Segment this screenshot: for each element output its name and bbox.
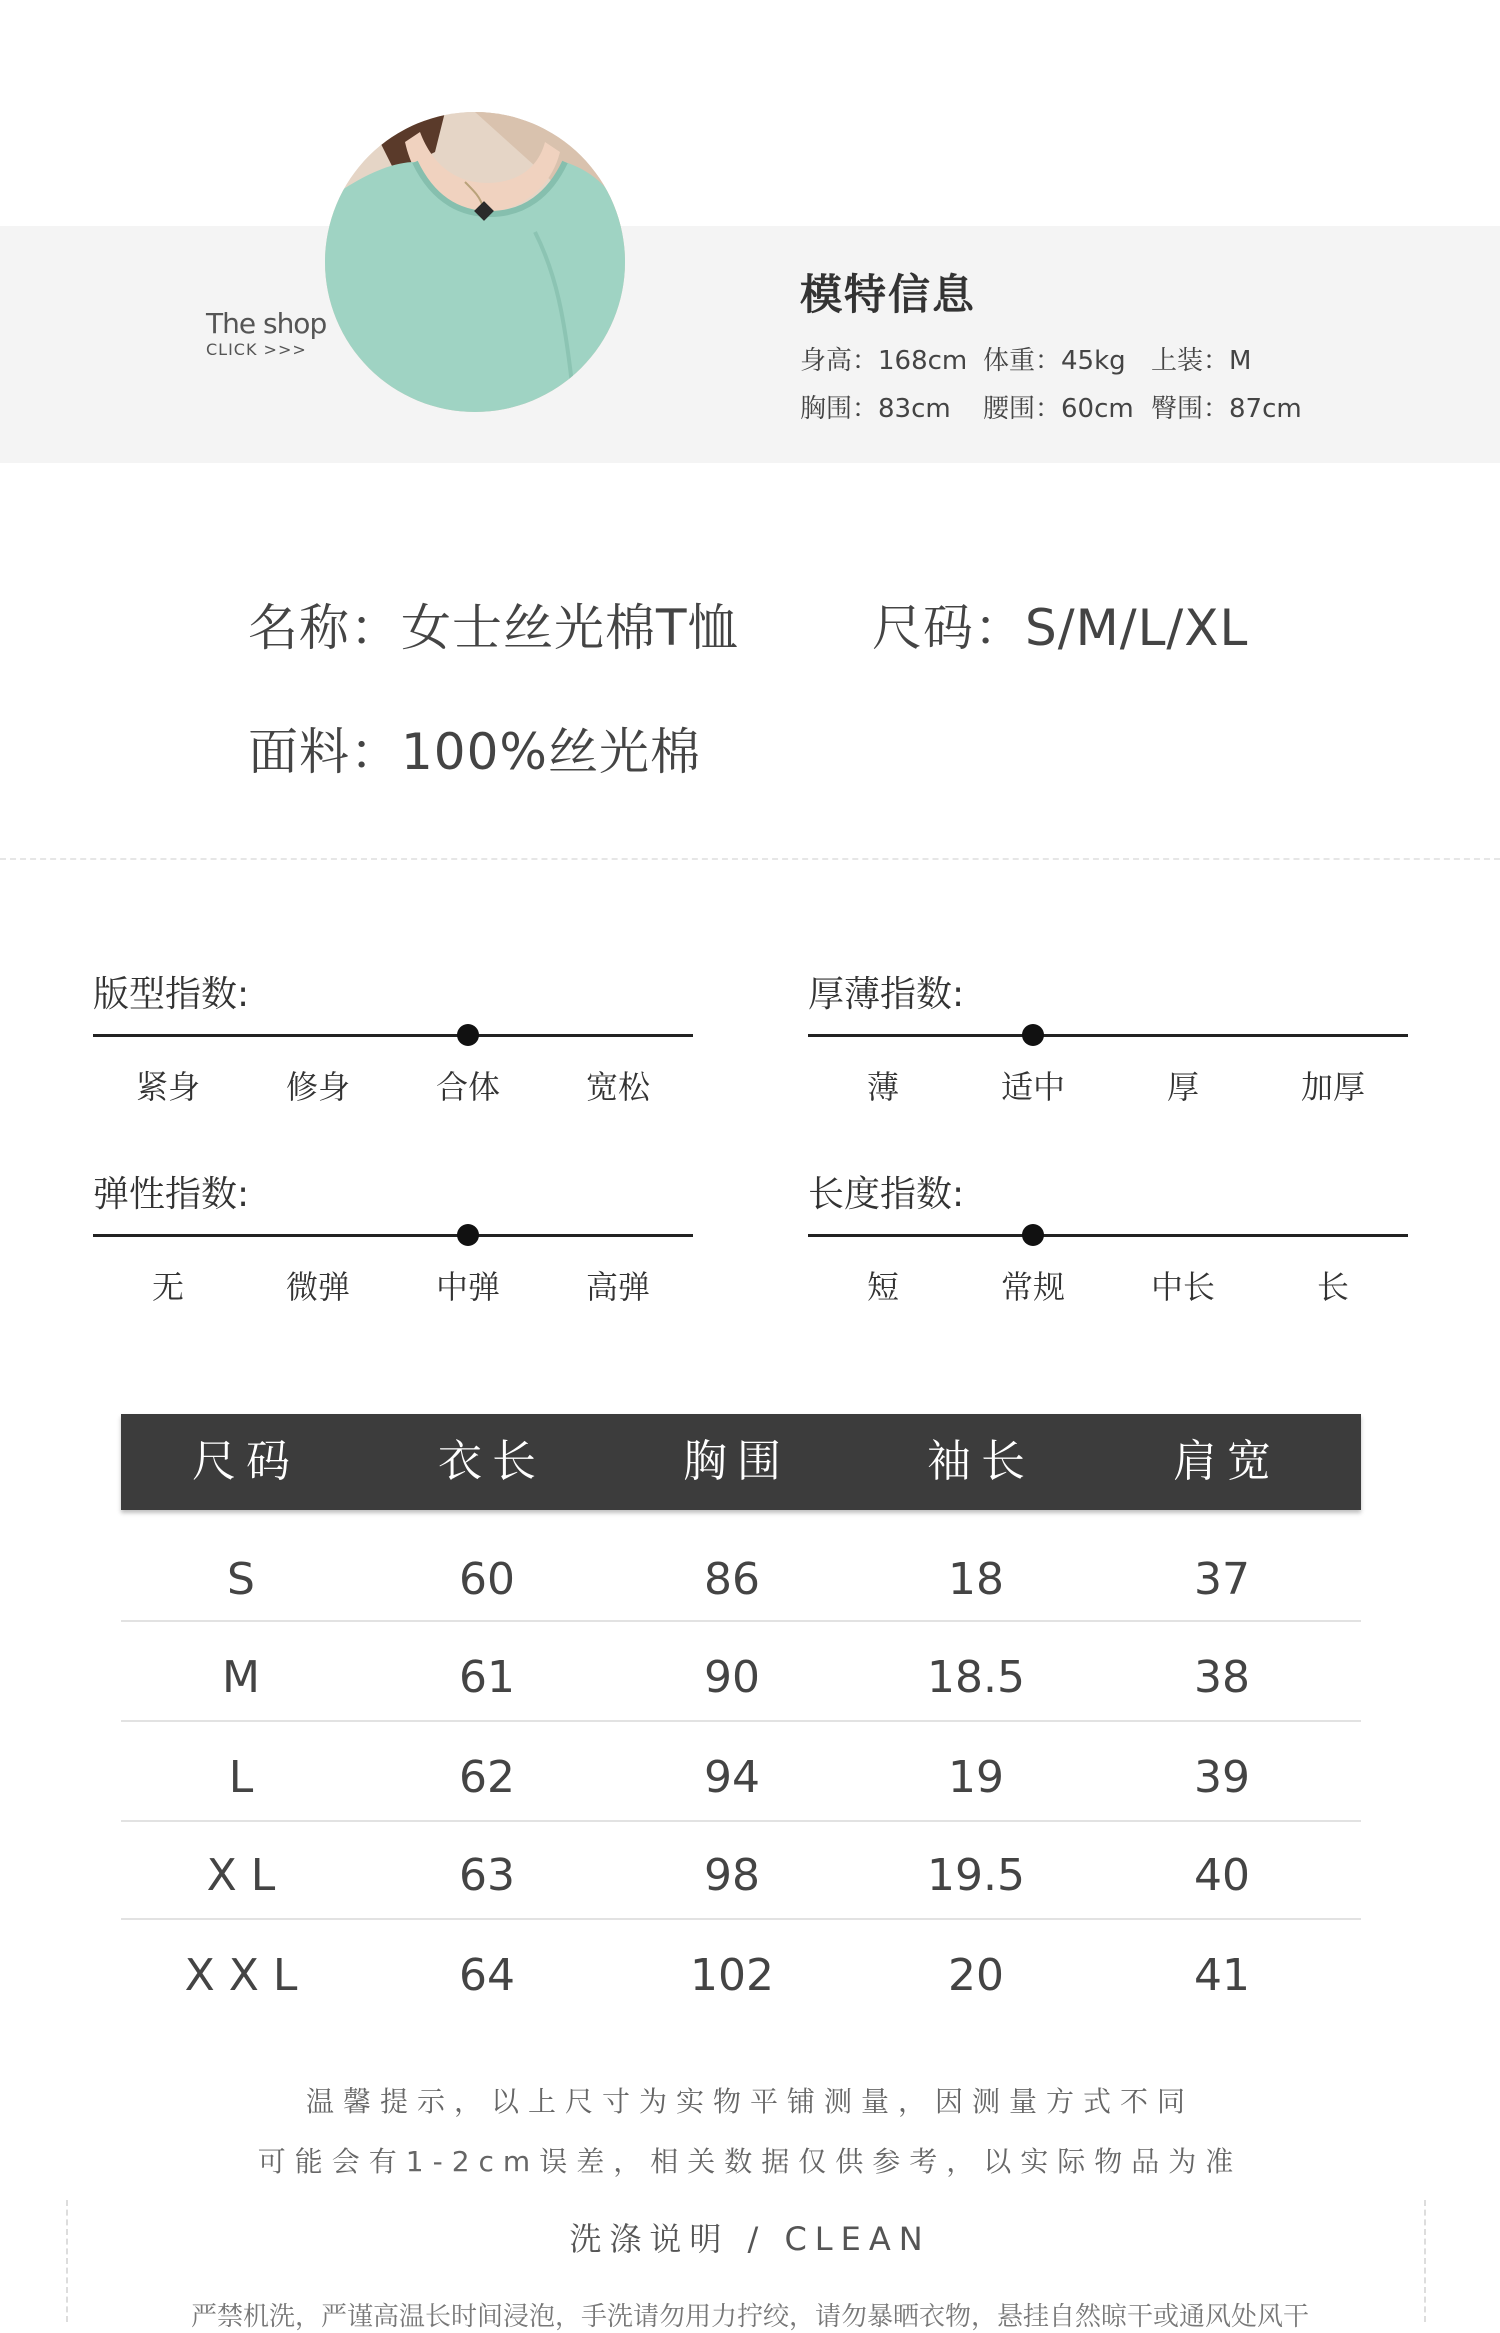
thickness-index-marker [1022,1024,1044,1046]
size-table-header-cell: 尺码 [192,1436,300,1487]
size-table-cell: S [227,1554,255,1605]
length-index-title: 长度指数: [808,1174,965,1215]
size-table-cell: X X L [184,1950,298,2001]
size-table-header-cell: 胸围 [683,1436,791,1487]
size-table-header [121,1414,1361,1510]
fit-index-label: 修身 [285,1068,351,1106]
clean-title: 洗涤说明 / CLEAN [569,2220,931,2258]
model-top-size: 上装：M [1151,346,1252,376]
elasticity-index-track [93,1234,693,1237]
size-table-cell: 18 [948,1554,1004,1605]
size-table-header-cell: 衣长 [438,1436,546,1487]
size-table-cell: M [222,1652,260,1703]
size-table-cell: 37 [1194,1554,1250,1605]
measure-note-line-2: 可能会有1-2cm误差，相关数据仅供参考，以实际物品为准 [257,2145,1243,2178]
size-table-cell: 102 [690,1950,774,2001]
model-bust: 胸围：83cm [800,394,951,424]
fit-index-label: 宽松 [585,1068,651,1106]
model-info-title: 模特信息 [800,270,977,319]
fit-index-title: 版型指数: [93,974,250,1015]
product-sizes: 尺码：S/M/L/XL [872,599,1249,657]
size-table-row-divider [121,1820,1361,1822]
size-table-cell: 61 [459,1652,515,1703]
size-table-cell: 63 [459,1850,515,1901]
thickness-index-title: 厚薄指数: [808,974,965,1015]
model-photo [325,112,625,412]
model-info-row-1 [800,340,1251,377]
size-table-cell: L [228,1752,254,1803]
thickness-index-label: 薄 [866,1068,900,1106]
length-index-label: 长 [1316,1268,1350,1306]
length-index-track [808,1234,1408,1237]
elasticity-index-label: 中弹 [435,1268,501,1306]
shop-badge-title: The shop [206,307,327,340]
size-table-cell: 40 [1194,1850,1250,1901]
size-table-row-divider [121,1620,1361,1622]
size-table-cell: 19 [948,1752,1004,1803]
model-info-row-2 [800,388,1302,425]
model-weight: 体重：45kg [983,346,1126,376]
thickness-index-label: 适中 [1000,1068,1066,1106]
size-table-cell: 64 [459,1950,515,2001]
elasticity-index-label: 高弹 [585,1268,651,1306]
size-table-cell: 98 [704,1850,760,1901]
length-index-marker [1022,1224,1044,1246]
model-tee-illustration [325,112,625,412]
model-height: 身高：168cm [800,346,968,376]
size-table-cell: 20 [948,1950,1004,2001]
clean-instructions: 严禁机洗，严谨高温长时间浸泡，手洗请勿用力拧绞，请勿暴晒衣物，悬挂自然晾干或通风处风干 [190,2302,1309,2332]
size-table-cell: 41 [1194,1950,1250,2001]
section-divider [0,858,1500,860]
elasticity-index-title: 弹性指数: [93,1174,250,1215]
fit-index-marker [457,1024,479,1046]
size-table-cell: 18.5 [927,1652,1025,1703]
shop-badge-click[interactable]: CLICK >>> [206,340,307,359]
fit-index-label: 紧身 [135,1068,201,1106]
size-table-cell: 39 [1194,1752,1250,1803]
elasticity-index-label: 微弹 [285,1268,351,1306]
size-table-cell: 94 [704,1752,760,1803]
length-index-label: 常规 [1000,1268,1066,1306]
thickness-index-label: 加厚 [1300,1068,1366,1106]
thickness-index-label: 厚 [1166,1068,1200,1106]
size-table-row-divider [121,1918,1361,1920]
size-table-cell: X L [206,1850,276,1901]
size-table-cell: 19.5 [927,1850,1025,1901]
product-fabric: 面料：100%丝光棉 [248,723,701,781]
size-table-cell: 90 [704,1652,760,1703]
elasticity-index-marker [457,1224,479,1246]
length-index-label: 中长 [1150,1268,1216,1306]
model-waist: 腰围：60cm [983,394,1134,424]
length-index-label: 短 [866,1268,900,1306]
size-table-header-cell: 袖长 [927,1436,1035,1487]
size-table-row-divider [121,1720,1361,1722]
shop-badge[interactable] [206,308,336,360]
thickness-index-track [808,1034,1408,1037]
size-table-cell: 86 [704,1554,760,1605]
size-table-cell: 60 [459,1554,515,1605]
fit-index-label: 合体 [435,1068,501,1106]
size-table-cell: 62 [459,1752,515,1803]
product-name: 名称：女士丝光棉T恤 [248,599,739,657]
size-table-header-cell: 肩宽 [1173,1436,1281,1487]
measure-note-line-1: 温馨提示，以上尺寸为实物平铺测量，因测量方式不同 [305,2085,1194,2118]
size-table-cell: 38 [1194,1652,1250,1703]
model-hip: 臀围：87cm [1151,394,1302,424]
fit-index-track [93,1034,693,1037]
elasticity-index-label: 无 [151,1268,185,1306]
